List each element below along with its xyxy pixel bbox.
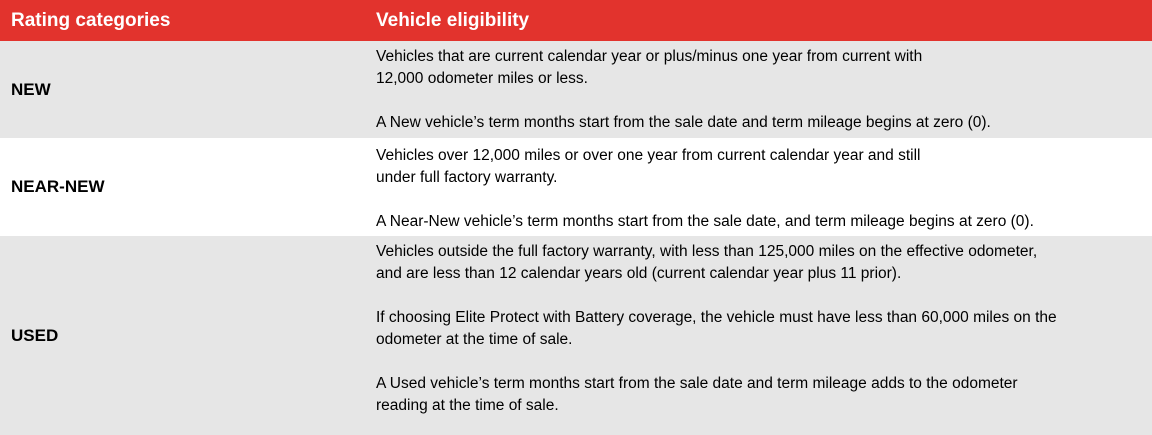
eligibility-paragraph bbox=[376, 373, 1140, 417]
eligibility-line: A Near-New vehicle’s term months start from the sale date, and term mileage begins at zero (0). bbox=[376, 213, 1034, 230]
eligibility-line: If choosing Elite Protect with Battery coverage, the vehicle must have less than 60,000 miles on the bbox=[376, 309, 1057, 326]
eligibility-line: and are less than 12 calendar years old (current calendar year plus 11 prior). bbox=[376, 265, 902, 282]
eligibility-used bbox=[375, 236, 1152, 435]
eligibility-line: Vehicles that are current calendar year or plus/minus one year from current with bbox=[376, 48, 923, 65]
category-near-new: NEAR-NEW bbox=[11, 177, 105, 196]
eligibility-paragraph bbox=[376, 211, 1140, 233]
eligibility-line: reading at the time of sale. bbox=[376, 397, 559, 414]
eligibility-near-new bbox=[375, 138, 1152, 236]
eligibility-line: Vehicles over 12,000 miles or over one year from current calendar year and still bbox=[376, 147, 921, 164]
eligibility-paragraph bbox=[376, 307, 1140, 351]
eligibility-line: A New vehicle’s term months start from the sale date and term mileage begins at zero (0). bbox=[376, 114, 991, 131]
table-row-new bbox=[0, 41, 1152, 138]
category-new: NEW bbox=[11, 79, 51, 99]
table-row-used bbox=[0, 236, 1152, 435]
eligibility-line: A Used vehicle’s term months start from the sale date and term mileage adds to the odometer bbox=[376, 375, 1018, 392]
eligibility-paragraph bbox=[376, 46, 1140, 90]
category-used: USED bbox=[11, 325, 59, 345]
eligibility-line: under full factory warranty. bbox=[376, 169, 558, 186]
header-rating-categories: Rating categories bbox=[11, 9, 171, 31]
eligibility-line: odometer at the time of sale. bbox=[376, 331, 573, 348]
header-vehicle-eligibility: Vehicle eligibility bbox=[376, 9, 530, 31]
eligibility-line: 12,000 odometer miles or less. bbox=[376, 70, 588, 87]
eligibility-paragraph bbox=[376, 241, 1140, 285]
table-row-near-new bbox=[0, 138, 1152, 236]
eligibility-paragraph bbox=[376, 145, 1140, 189]
eligibility-new bbox=[375, 41, 1152, 138]
eligibility-paragraph bbox=[376, 112, 1140, 134]
table-header bbox=[0, 0, 1152, 41]
eligibility-line: Vehicles outside the full factory warranty, with less than 125,000 miles on the effective odometer, bbox=[376, 243, 1038, 260]
